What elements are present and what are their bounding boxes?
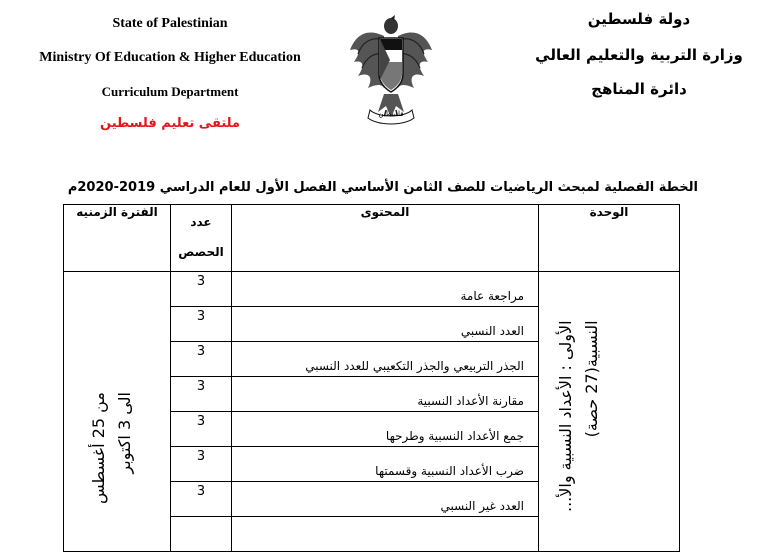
table-header-row — [64, 205, 680, 272]
header-content: المحتوى — [232, 205, 539, 272]
sessions-cell: 3 — [171, 377, 232, 412]
unit-text — [553, 320, 604, 512]
content-cell: مقارنة الأعداد النسبية — [232, 377, 539, 412]
header-sessions — [171, 205, 232, 272]
header-unit: الوحدة — [539, 205, 680, 272]
header-arabic-ministry: وزارة التربية والتعليم العالي — [535, 46, 743, 64]
header-english-department: Curriculum Department — [101, 84, 239, 99]
unit-cell — [539, 272, 680, 552]
header-sessions-line2: الحصص — [178, 245, 224, 259]
sessions-cell — [171, 517, 232, 552]
content-cell: العدد النسبي — [232, 307, 539, 342]
header-sessions-line1: عدد — [190, 215, 212, 229]
period-cell — [64, 272, 171, 552]
period-text-line2: الى 3 اكتوبر — [114, 392, 134, 474]
sessions-cell: 3 — [171, 447, 232, 482]
sessions-cell: 3 — [171, 482, 232, 517]
unit-text-line2: النسبية(27 حصة) — [581, 320, 601, 438]
header-arabic-department: دائرة المناهج — [591, 80, 687, 98]
content-cell: ضرب الأعداد النسبية وقسمتها — [232, 447, 539, 482]
content-cell: العدد غير النسبي — [232, 482, 539, 517]
content-cell — [232, 517, 539, 552]
document-title: الخطة الفصلية لمبحث الرياضيات للصف الثامن الأساسي الفصل الأول للعام الدراسي 2019-2020م — [67, 180, 698, 195]
sessions-cell: 3 — [171, 307, 232, 342]
content-cell: جمع الأعداد النسبية وطرحها — [232, 412, 539, 447]
unit-text-line1: الأولى : الأعداد النسبية والأ... — [556, 320, 575, 512]
emblem-banner-text: فلسطين — [378, 110, 404, 118]
semester-plan-table — [63, 204, 680, 552]
header-english-ministry: Ministry Of Education & Higher Education — [39, 50, 301, 65]
forum-label: ملتقى تعليم فلسطين — [100, 116, 240, 131]
sessions-cell: 3 — [171, 412, 232, 447]
header-period: الفترة الزمنيه — [64, 205, 171, 272]
period-text-line1: من 25 أغسطس — [89, 392, 108, 504]
sessions-cell: 3 — [171, 342, 232, 377]
header-arabic-state: دولة فلسطين — [587, 10, 691, 28]
content-cell: مراجعة عامة — [232, 272, 539, 307]
content-cell: الجذر التربيعي والجذر التكعيبي للعدد النسبي — [232, 342, 539, 377]
sessions-cell: 3 — [171, 272, 232, 307]
period-text — [86, 392, 137, 504]
header-english-state: State of Palestinian — [112, 16, 228, 31]
table-row — [64, 272, 680, 307]
